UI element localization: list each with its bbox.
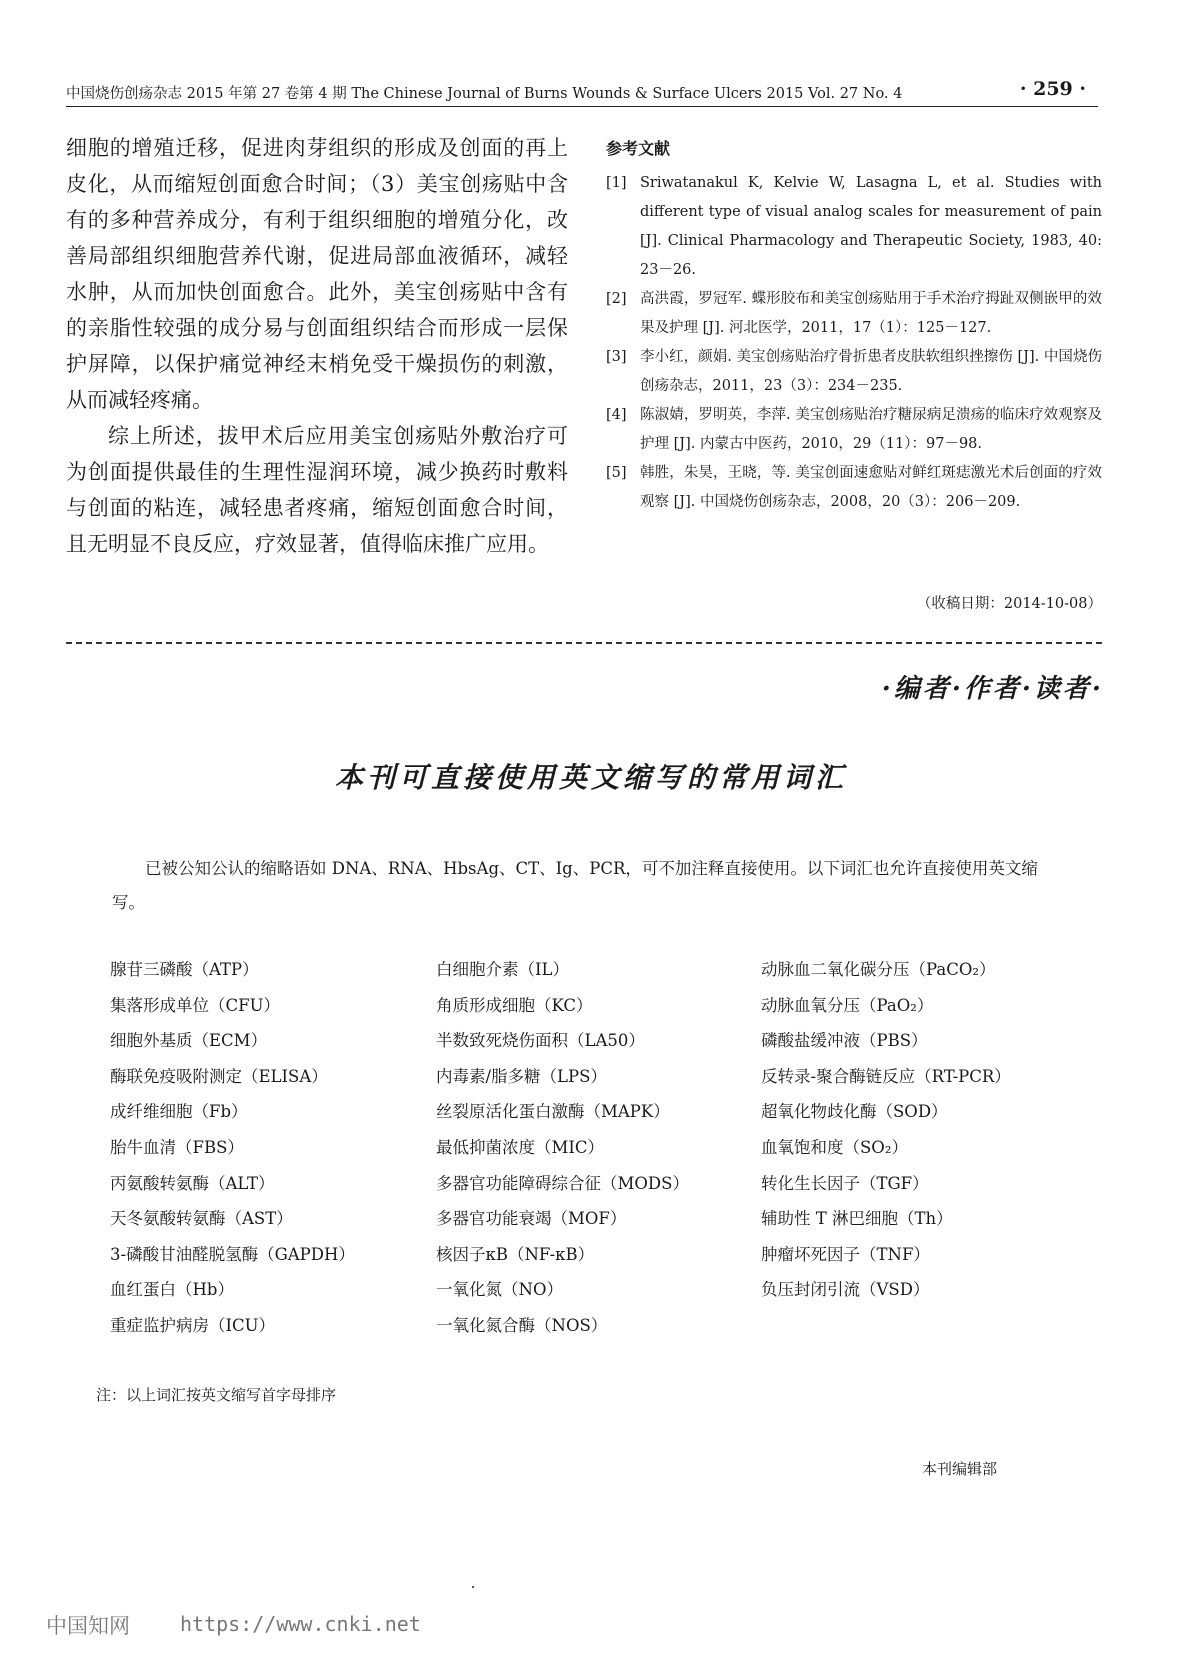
term-item: 半数致死烧伤面积（LA50） bbox=[436, 1031, 645, 1051]
term-item: 磷酸盐缓冲液（PBS） bbox=[761, 1031, 928, 1051]
references-section bbox=[606, 136, 1102, 517]
journal-line: 中国烧伤创疡杂志 2015 年第 27 卷第 4 期 The Chinese Journal of Burns Wounds & Surface Ulcers 2015 Vol. 27 No. 4 bbox=[66, 86, 903, 102]
reference-item bbox=[606, 401, 1102, 459]
reference-item bbox=[606, 459, 1102, 517]
reference-number: [3] bbox=[606, 349, 627, 365]
term-column-3 bbox=[761, 952, 1011, 1308]
term-item: 多器官功能衰竭（MOF） bbox=[436, 1209, 627, 1229]
column-heading: ·编者·作者·读者· bbox=[881, 674, 1104, 704]
term-item: 角质形成细胞（KC） bbox=[436, 995, 593, 1015]
term-item: 成纤维细胞（Fb） bbox=[110, 1102, 248, 1122]
term-item: 动脉血氧分压（PaO₂） bbox=[761, 995, 934, 1015]
references-title: 参考文献 bbox=[606, 139, 671, 158]
watermark-url[interactable]: https://www.cnki.net bbox=[180, 1612, 421, 1636]
term-item: 超氧化物歧化酶（SOD） bbox=[761, 1102, 948, 1122]
section-divider bbox=[66, 642, 1102, 644]
term-item: 多器官功能障碍综合征（MODS） bbox=[436, 1173, 689, 1193]
intro-paragraph bbox=[112, 852, 1060, 920]
reference-text: 高洪霞，罗冠军. 蝶形胶布和美宝创疡贴用于手术治疗拇趾双侧嵌甲的效果及护理 [J]. 河北医学，2011，17（1）：125－127. bbox=[640, 291, 1102, 336]
term-item: 集落形成单位（CFU） bbox=[110, 995, 280, 1015]
editorial-signature: 本刊编辑部 bbox=[922, 1460, 998, 1478]
reference-text: 李小红，颜娟. 美宝创疡贴治疗骨折患者皮肤软组织挫擦伤 [J]. 中国烧伤创疡杂志，2011，23（3）：234－235. bbox=[640, 349, 1102, 394]
page-number: · 259 · bbox=[1019, 78, 1086, 100]
footnote: 注：以上词汇按英文缩写首字母排序 bbox=[96, 1386, 337, 1404]
term-item: 细胞外基质（ECM） bbox=[110, 1031, 268, 1051]
term-item: 血氧饱和度（SO₂） bbox=[761, 1137, 908, 1157]
term-item: 胎牛血清（FBS） bbox=[110, 1137, 244, 1157]
term-item: 一氧化氮合酶（NOS） bbox=[436, 1315, 608, 1335]
reference-text: 韩胜，朱昊，王晓，等. 美宝创面速愈贴对鲜红斑痣激光术后创面的疗效观察 [J]. 中国烧伤创疡杂志，2008，20（3）：206－209. bbox=[640, 465, 1102, 510]
intro-text: 已被公知公认的缩略语如 DNA、RNA、HbsAg、CT、Ig、PCR，可不加注释直接使用。以下词汇也允许直接使用英文缩写。 bbox=[112, 859, 1038, 912]
reference-item bbox=[606, 285, 1102, 343]
term-item: 动脉血二氧化碳分压（PaCO₂） bbox=[761, 960, 996, 979]
term-item: 白细胞介素（IL） bbox=[436, 960, 569, 979]
reference-text: 陈淑婧，罗明英，李萍. 美宝创疡贴治疗糖尿病足溃疡的临床疗效观察及护理 [J]. 内蒙古中医药，2010，29（11）：97－98. bbox=[640, 407, 1102, 452]
term-item: 反转录-聚合酶链反应（RT-PCR） bbox=[761, 1066, 1011, 1086]
term-item: 最低抑菌浓度（MIC） bbox=[436, 1137, 605, 1157]
term-item: 丙氨酸转氨酶（ALT） bbox=[110, 1173, 275, 1193]
term-item: 肿瘤坏死因子（TNF） bbox=[761, 1244, 930, 1264]
term-item: 内毒素/脂多糖（LPS） bbox=[436, 1066, 607, 1086]
term-column-2 bbox=[436, 952, 689, 1344]
reference-text: Sriwatanakul K, Kelvie W, Lasagna L, et al. Studies with different type of visual analog scales for measurement of pain [J]. Clinical Pharmacology and Therapeutic Society, 1983, 40: 23－26. bbox=[640, 175, 1102, 278]
reference-number: [5] bbox=[606, 465, 627, 481]
reference-number: [2] bbox=[606, 291, 627, 307]
body-paragraph-2: 综上所述，拔甲术后应用美宝创疡贴外敷治疗可为创面提供最佳的生理性湿润环境，减少换药时敷料与创面的粘连，减轻患者疼痛，缩短创面愈合时间，且无明显不良反应，疗效显著，值得临床推广应用。 bbox=[66, 424, 568, 556]
term-item: 天冬氨酸转氨酶（AST） bbox=[110, 1209, 293, 1229]
term-item: 3-磷酸甘油醛脱氢酶（GAPDH） bbox=[110, 1244, 355, 1264]
reference-item bbox=[606, 343, 1102, 401]
term-item: 重症监护病房（ICU） bbox=[110, 1315, 276, 1335]
reference-item bbox=[606, 169, 1102, 285]
reference-number: [1] bbox=[606, 175, 627, 191]
term-item: 一氧化氮（NO） bbox=[436, 1280, 563, 1300]
body-paragraph-1: 细胞的增殖迁移，促进肉芽组织的形成及创面的再上皮化，从而缩短创面愈合时间；（3）美宝创疡贴中含有的多种营养成分，有利于组织细胞的增殖分化，改善局部组织细胞营养代谢，促进局部血液循环，减轻水肿，从而加快创面愈合。此外，美宝创疡贴中含有的亲脂性较强的成分易与创面组织结合而形成一层保护屏障，以保护痛觉神经末梢免受干燥损伤的刺激，从而减轻疼痛。 bbox=[66, 136, 568, 412]
watermark-site-name: 中国知网 bbox=[46, 1614, 130, 1638]
term-item: 辅助性 T 淋巴细胞（Th） bbox=[761, 1209, 953, 1229]
term-item: 血红蛋白（Hb） bbox=[110, 1280, 234, 1300]
running-header bbox=[66, 78, 1098, 107]
term-item: 腺苷三磷酸（ATP） bbox=[110, 960, 259, 979]
reference-number: [4] bbox=[606, 407, 627, 423]
term-item: 核因子κB（NF-κB） bbox=[436, 1244, 595, 1264]
scan-speck bbox=[472, 1586, 474, 1588]
term-item: 转化生长因子（TGF） bbox=[761, 1173, 929, 1193]
received-date: （收稿日期：2014-10-08） bbox=[916, 596, 1102, 612]
term-column-1 bbox=[110, 952, 355, 1344]
term-item: 酶联免疫吸附测定（ELISA） bbox=[110, 1066, 328, 1086]
term-item: 丝裂原活化蛋白激酶（MAPK） bbox=[436, 1102, 670, 1122]
body-text-column bbox=[66, 130, 568, 562]
article-title: 本刊可直接使用英文缩写的常用词汇 bbox=[334, 761, 847, 794]
term-item: 负压封闭引流（VSD） bbox=[761, 1280, 930, 1300]
